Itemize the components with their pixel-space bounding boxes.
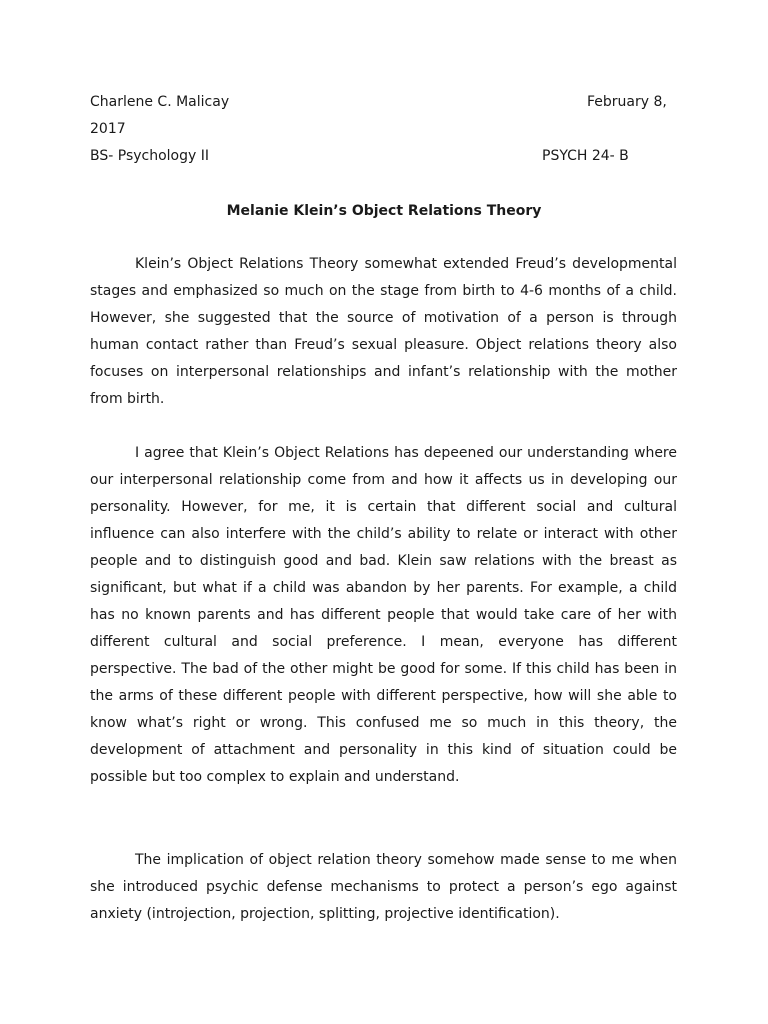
document-title: Melanie Klein’s Object Relations Theory [226, 203, 542, 219]
course-name: BS- Psychology II [90, 148, 209, 164]
date-line-2: 2017 [90, 121, 126, 137]
paragraph-3: The implication of object relation theory somehow made sense to me when she introduced psychic defense mechanisms to protect a person’s ego against anxiety (introjection, projection, splitting, projective identification). [90, 852, 677, 922]
date-line-1: February 8, [587, 94, 667, 110]
paragraph-1: Klein’s Object Relations Theory somewhat extended Freud’s developmental stages and emphasized so much on the stage from birth to 4-6 months of a child. However, she suggested that the source of motivation of a person is through human contact rather than Freud’s sexual pleasure. Object relations theory also focuses on interpersonal relationships and infant’s relationship with the mother from birth. [90, 256, 677, 407]
paragraph-2: I agree that Klein’s Object Relations has depeened our understanding where our interpersonal relationship come from and how it affects us in developing our personality. However, for me, it is certain that different social and cultural influence can also interfere with the child’s ability to relate or interact with other people and to distinguish good and bad. Klein saw relations with the breast as significant, but what if a child was abandon by her parents. For example, a child has no known parents and has different people that would take care of her with different cultural and social preference. I mean, everyone has different perspective. The bad of the other might be good for some. If this child has been in the arms of these different people with different perspective, how will she able to know what’s right or wrong. This confused me so much in this theory, the development of attachment and personality in this kind of situation could be possible but too complex to explain and understand. [90, 445, 677, 785]
subject-code: PSYCH 24- B [542, 148, 629, 164]
author-name: Charlene C. Malicay [90, 94, 230, 110]
